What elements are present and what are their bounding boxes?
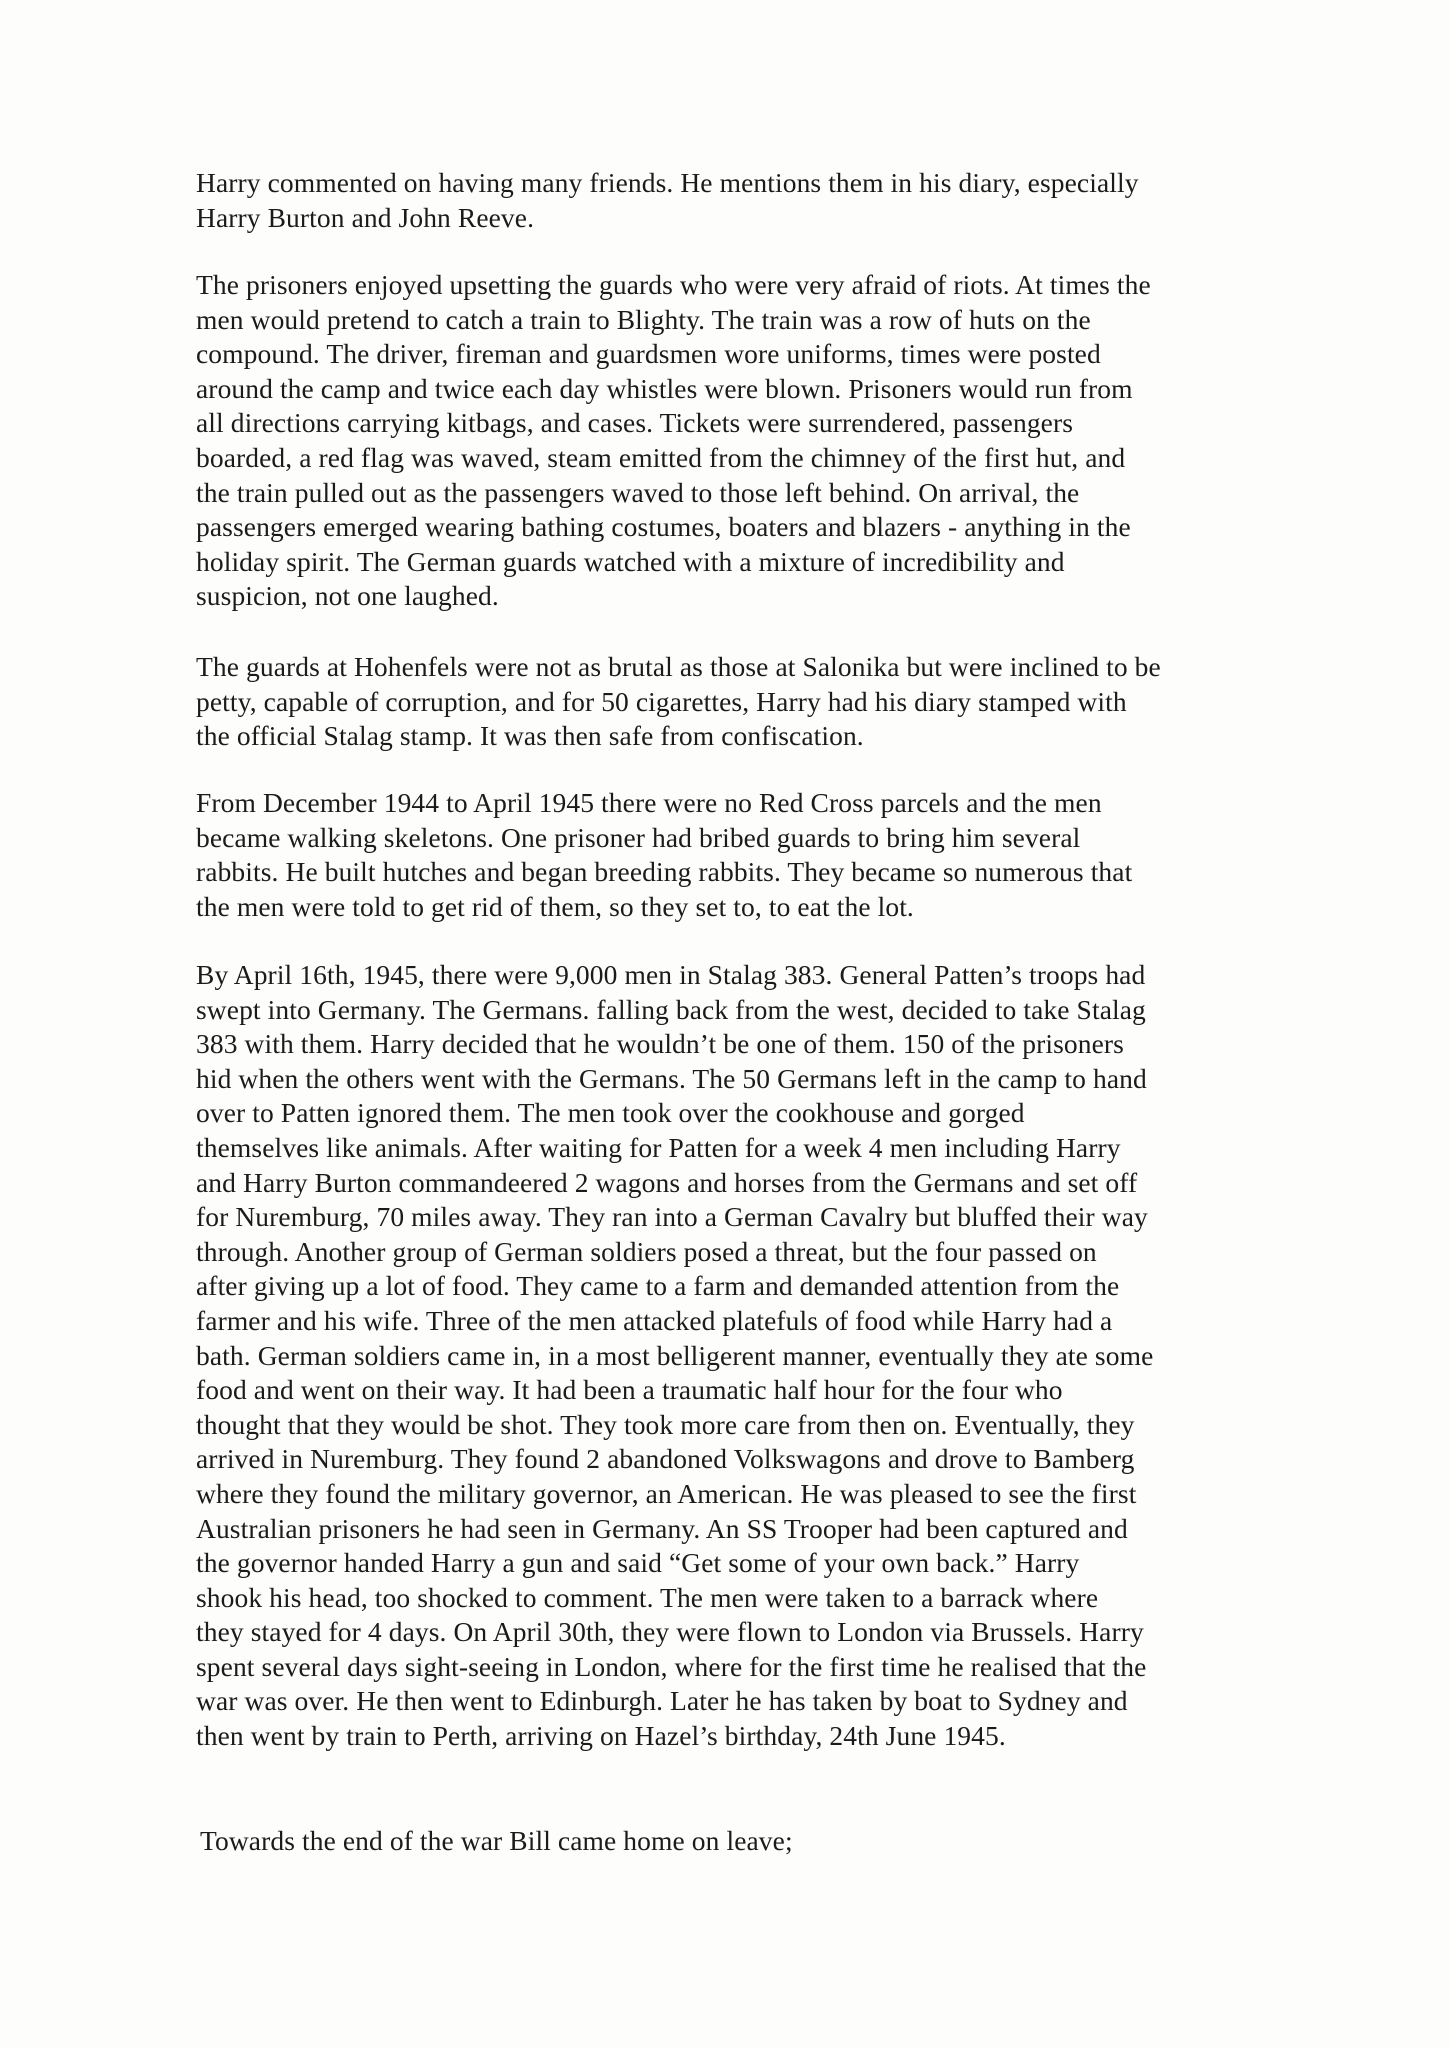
paragraph-red-cross-parcels: From December 1944 to April 1945 there were no Red Cross parcels and the men became walking skeletons. One prisoner had bribed guards to bring him several rabbits. He built hutches and began breeding rabbits. They became so numerous that the men were told to get rid of them, so they set to, to eat the lot. [196,787,1133,922]
paragraph-hohenfels-guards: The guards at Hohenfels were not as brutal as those at Salonika but were inclined to be petty, capable of corruption, and for 50 cigarettes, Harry had his diary stamped with the official Stalag stamp. It was then safe from confiscation. [196,651,1161,752]
paragraph-friends: Harry commented on having many friends. He mentions them in his diary, especially Harry Burton and John Reeve. [196,167,1139,233]
paragraph-stalag-383-escape: By April 16th, 1945, there were 9,000 men in Stalag 383. General Patten’s troops had swept into Germany. The Germans. falling back from the west, decided to take Stalag 383 with them. Harry decided that he wouldn’t be one of them. 150 of the prisoners hid when the others went with the Germans. The 50 Germans left in the camp to hand over to Patten ignored them. The men took over the cookhouse and gorged themselves like animals. After waiting for Patten for a week 4 men including Harry and Harry Burton commandeered 2 wagons and horses from the Germans and set off for Nuremburg, 70 miles away. They ran into a German Cavalry but bluffed their way through. Another group of German soldiers posed a threat, but the four passed on after giving up a lot of food. They came to a farm and demanded attention from the farmer and his wife. Three of the men attacked platefuls of food while Harry had a bath. German soldiers came in, in a most belligerent manner, eventually they ate some food and went on their way. It had been a traumatic half hour for the four who thought that they would be shot. They took more care from then on. Eventually, they arrived in Nuremburg. They found 2 abandoned Volkswagons and drove to Bamberg where they found the military governor, an American. He was pleased to see the first Australian prisoners he had seen in Germany. An SS Trooper had been captured and the governor handed Harry a gun and said “Get some of your own back.” Harry shook his head, too shocked to comment. The men were taken to a barrack where they stayed for 4 days. On April 30th, they were flown to London via Brussels. Harry spent several days sight-seeing in London, where for the first time he realised that the war was over. He then went to Edinburgh. Later he has taken by boat to Sydney and then went by train to Perth, arriving on Hazel’s birthday, 24th June 1945. [196,959,1154,1752]
paragraph-train-to-blighty: The prisoners enjoyed upsetting the guards who were very afraid of riots. At times the men would pretend to catch a train to Blighty. The train was a row of huts on the compound. The driver, fireman and guardsmen wore uniforms, times were posted around the camp and twice each day whistles were blown. Prisoners would run from all directions carrying kitbags, and cases. Tickets were surrendered, passengers boarded, a red flag was waved, steam emitted from the chimney of the first hut, and the train pulled out as the passengers waved to those left behind. On arrival, the passengers emerged wearing bathing costumes, boaters and blazers - anything in the holiday spirit. The German guards watched with a mixture of incredibility and suspicion, not one laughed. [196,269,1151,612]
paragraph-bill-leave: Towards the end of the war Bill came home on leave; [200,1825,793,1856]
